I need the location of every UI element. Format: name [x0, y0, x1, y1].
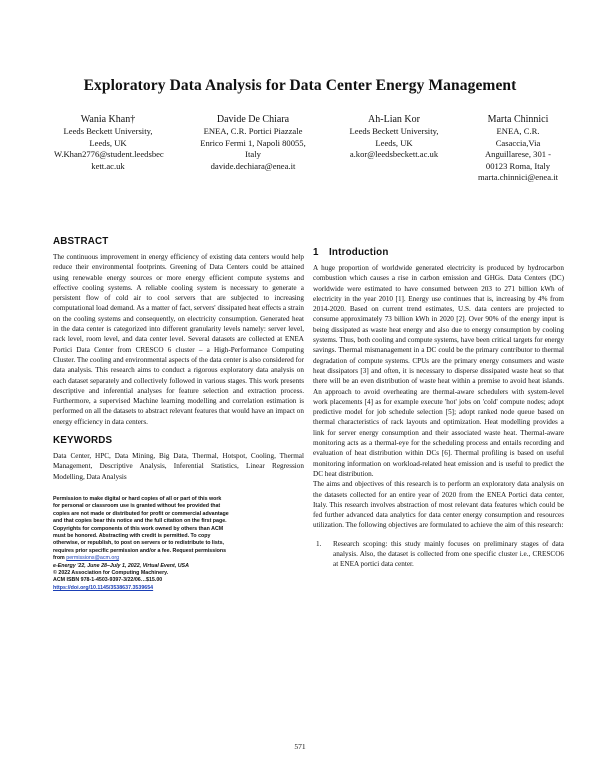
permission-line: otherwise, or republish, to post on servers or to redistribute to lists,	[53, 540, 225, 547]
paper-title: Exploratory Data Analysis for Data Center Energy Management	[83, 77, 517, 94]
author-affiliation: Italy	[245, 149, 261, 160]
author-affiliation: Leeds, UK	[375, 137, 413, 148]
author-email: marta.chinnici@enea.it	[478, 172, 558, 183]
intro-paragraph-2: The aims and objectives of this research is to perform an exploratory data analysis on the datasets collected for an entire year of 2020 from the ENEA Portici data center, Italy. This research involves abstraction of most relevant data features which could be fed further advanced data analytics for data center energy consumption and resources utilization. The following objectives are formulated to achieve the aim of this research:	[313, 480, 564, 530]
intro-paragraph-1: A huge proportion of worldwide generated electricity is produced by hydrocarbon combustion which causes a rise in carbon emission and GHGs. Data Centers (DC) worldwide were estimated to have consumed between 203 to 271 billion kWh of electricity in the year 2010 [1]. Energy use continues that is, increasing by 4% from 2014-2020. Based on current trend estimates, U.S. data centers are projected to consume approximately 73 billion kWh in 2020 [2]. Over 90% of the energy input is being dissipated as waste heat energy and also due to energy consumption by cooling systems. Thus, both cooling and compute systems, have been critical targets for energy savings. Thermal mismanagement in a DC could be the primary contributor to thermal degradation of compute systems. CPUs are the primary energy consumers and waste heat dissipators [3] and often, it is necessary to disperse dissipated waste heat so that there will be an even distribution of waste heat within a premise to avoid heat islands. An approach to avoid overheating are thermal-aware schedulers with system-level work placements [4] as for example execute 'hot' jobs on 'cold' compute nodes; adopt predictive model for job schedule selection [5]; adopt ranked node queue based on thermal characteristics of rack layouts and optimization. Heat modelling provides a link for server energy consumption and their associated waste heat. Thermal-aware monitoring acts as a thermal-eye for the scheduling process and entails recording and evaluation of heat distribution within DCs [6]. Thermal profiling is based on useful monitoring information on workload-related heat emission and is useful to predict the DC heat distribution.	[313, 264, 564, 478]
author-affiliation: Leeds Beckett University,	[63, 126, 153, 136]
keywords-heading: KEYWORDS	[53, 435, 113, 447]
author-block-3	[330, 114, 458, 161]
author-affiliation: 00123 Roma, Italy	[485, 160, 551, 171]
permission-line: must be honored. Abstracting with credit is permitted. To copy	[53, 532, 211, 539]
author-email: kett.ac.uk	[91, 160, 125, 171]
permission-line: Copyrights for components of this work owned by others than ACM	[53, 525, 224, 532]
keywords-text: Data Center, HPC, Data Mining, Big Data, Thermal, Hotspot, Cooling, Thermal Management, Descriptive Analysis, Inferential Statistics, Linear Regression Modelling, Data Analysis	[53, 452, 304, 481]
permission-line: copies are not made or distributed for profit or commercial advantage	[53, 510, 229, 517]
permission-line: Permission to make digital or hard copies of all or part of this work	[53, 495, 222, 502]
introduction-heading	[313, 247, 564, 258]
author-affiliation: Enrico Fermi 1, Napoli 80055,	[200, 137, 306, 148]
objectives-list-item	[313, 539, 564, 570]
permission-line: and that copies bear this notice and the full citation on the first page.	[53, 518, 227, 525]
author-affiliation: Casaccia,Via	[495, 137, 541, 148]
author-name: Marta Chinnici	[487, 114, 549, 125]
permissions-email-link[interactable]: permissions@acm.org	[66, 555, 120, 562]
author-email: W.Khan2776@student.leedsbec	[54, 149, 164, 160]
author-affiliation: ENEA, C.R. Portici Piazzale	[203, 126, 303, 136]
permission-line: requires prior specific permission and/or a fee. Request permissions	[53, 547, 227, 554]
author-block-4	[470, 114, 566, 184]
author-affiliation: ENEA, C.R.	[496, 126, 540, 136]
abstract-text: The continuous improvement in energy efficiency of existing data centers would help reduce their environmental footprints. Greening of Data Centers could be attained using renewable energy sources or more energy efficient compute systems and effective cooling systems. A reliable cooling system is necessary to generate a persistent flow of cold air to cool servers that are subjected to increasing computational load demand. As a matter of fact, servers' dissipated heat effects a strain on the cooling systems and consequently, on electricity consumption. Generated heat in the data center is categorized into different granularity levels namely: server level, rack level, room level, and data center level. Several datasets are collected at ENEA Portici Data Center from CRESCO 6 cluster – a High-Performance Computing Cluster. The cooling and environmental aspects of the data center is also considered for data analysis. This research aims to conduct a rigorous exploratory data analysis on each dataset separately and collectively followed in various stages. This work presents descriptive and inferential analyses for feature selection and extraction process. Furthermore, a supervised Machine learning modelling and correlation estimation is performed on all the datasets to abstract relevant features that would have an impact on energy efficiency in data centers.	[53, 253, 304, 426]
section-number: 1	[313, 247, 319, 258]
conference-venue: e-Energy '22, June 28–July 1, 2022, Virtual Event, USA	[53, 562, 189, 569]
list-item-text: Research scoping: this study mainly focuses on preliminary stages of data analysis. Also, the dataset is collected from one specific cluster i.e., CRESCO6 at ENEA portici data center.	[333, 539, 564, 569]
permission-email-line	[53, 555, 304, 562]
author-email: davide.dechiara@enea.it	[210, 160, 296, 171]
left-column	[53, 236, 304, 592]
author-affiliation: Anguillarese, 301 -	[484, 149, 552, 160]
isbn-line: ACM ISBN 978-1-4503-9397-3/22/06…$15.00	[53, 577, 163, 584]
author-name: Wania Khan†	[80, 114, 136, 125]
author-block-1	[54, 114, 162, 172]
list-marker: 1.	[316, 539, 322, 548]
author-affiliation: Leeds, UK	[89, 137, 127, 148]
right-column	[313, 247, 564, 570]
permission-line: for personal or classroom use is granted without fee provided that	[53, 503, 221, 510]
copyright-line: © 2022 Association for Computing Machinery.	[53, 570, 169, 576]
author-email: a.kor@leedsbeckett.ac.uk	[349, 149, 439, 160]
section-title: Introduction	[329, 247, 389, 258]
abstract-heading: ABSTRACT	[53, 236, 109, 247]
author-block-2	[194, 114, 312, 172]
from-label: from	[53, 555, 65, 562]
permission-notice	[53, 496, 304, 592]
author-name: Davide De Chiara	[216, 114, 290, 125]
page-number: 571	[294, 742, 306, 751]
author-affiliation: Leeds Beckett University,	[349, 126, 439, 136]
author-name: Ah-Lian Kor	[368, 114, 420, 125]
doi-link[interactable]: https://doi.org/10.1145/3538637.3539654	[53, 584, 154, 591]
